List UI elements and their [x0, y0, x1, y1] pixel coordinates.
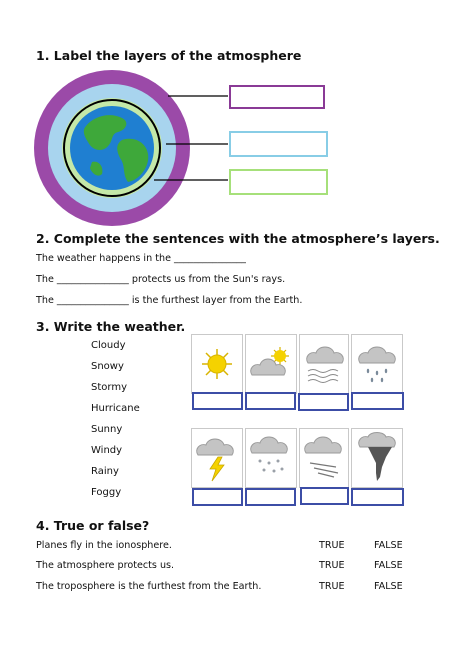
weather-panel [351, 428, 403, 488]
weather-panel [191, 428, 243, 488]
tornado-icon [352, 429, 402, 487]
word-item: Snowy [91, 361, 124, 372]
weather-answer-box[interactable] [245, 392, 296, 410]
rain-cloud-icon [352, 335, 402, 393]
true-option[interactable]: TRUE [319, 540, 345, 551]
weather-panel [245, 334, 297, 394]
wind-cloud-icon [300, 429, 348, 487]
sun-cloud-icon [246, 335, 296, 393]
statement-1: Planes fly in the ionosphere. [36, 540, 172, 551]
fog-cloud-icon [300, 335, 348, 393]
section3-heading: 3. Write the weather. [36, 319, 186, 334]
word-item: Windy [91, 445, 123, 456]
true-option[interactable]: TRUE [319, 560, 345, 571]
weather-answer-box[interactable] [351, 392, 404, 410]
label-box-outer[interactable] [229, 85, 325, 109]
weather-panel [299, 334, 349, 394]
section2-heading: 2. Complete the sentences with the atmosphere’s layers. [36, 231, 440, 246]
false-option[interactable]: FALSE [374, 581, 403, 592]
statement-2: The atmosphere protects us. [36, 560, 175, 571]
sentence-3: The _______________ is the furthest layer from the Earth. [36, 295, 303, 306]
weather-panel [299, 428, 349, 488]
word-item: Rainy [91, 466, 119, 477]
weather-answer-box[interactable] [351, 488, 404, 506]
false-option[interactable]: FALSE [374, 540, 403, 551]
weather-panel [245, 428, 297, 488]
weather-answer-box[interactable] [245, 488, 296, 506]
word-item: Sunny [91, 424, 123, 435]
storm-cloud-icon [192, 429, 242, 487]
label-box-inner[interactable] [229, 169, 328, 195]
word-item: Foggy [91, 487, 122, 498]
snow-cloud-icon [246, 429, 296, 487]
word-item: Cloudy [91, 340, 126, 351]
weather-panel [351, 334, 403, 394]
weather-answer-box[interactable] [298, 393, 349, 411]
weather-answer-box[interactable] [192, 488, 243, 506]
word-item: Hurricane [91, 403, 140, 414]
weather-panel [191, 334, 243, 394]
weather-answer-box[interactable] [300, 487, 349, 505]
label-box-middle[interactable] [229, 131, 328, 157]
false-option[interactable]: FALSE [374, 560, 403, 571]
section4-heading: 4. True or false? [36, 518, 150, 533]
section1-heading: 1. Label the layers of the atmosphere [36, 48, 302, 63]
word-item: Stormy [91, 382, 127, 393]
true-option[interactable]: TRUE [319, 581, 345, 592]
sentence-1: The weather happens in the _______________ [36, 253, 246, 264]
sentence-2: The _______________ protects us from the Sun's rays. [36, 274, 286, 285]
statement-3: The troposphere is the furthest from the Earth. [36, 581, 262, 592]
sun-icon [192, 335, 242, 393]
weather-answer-box[interactable] [192, 392, 243, 410]
